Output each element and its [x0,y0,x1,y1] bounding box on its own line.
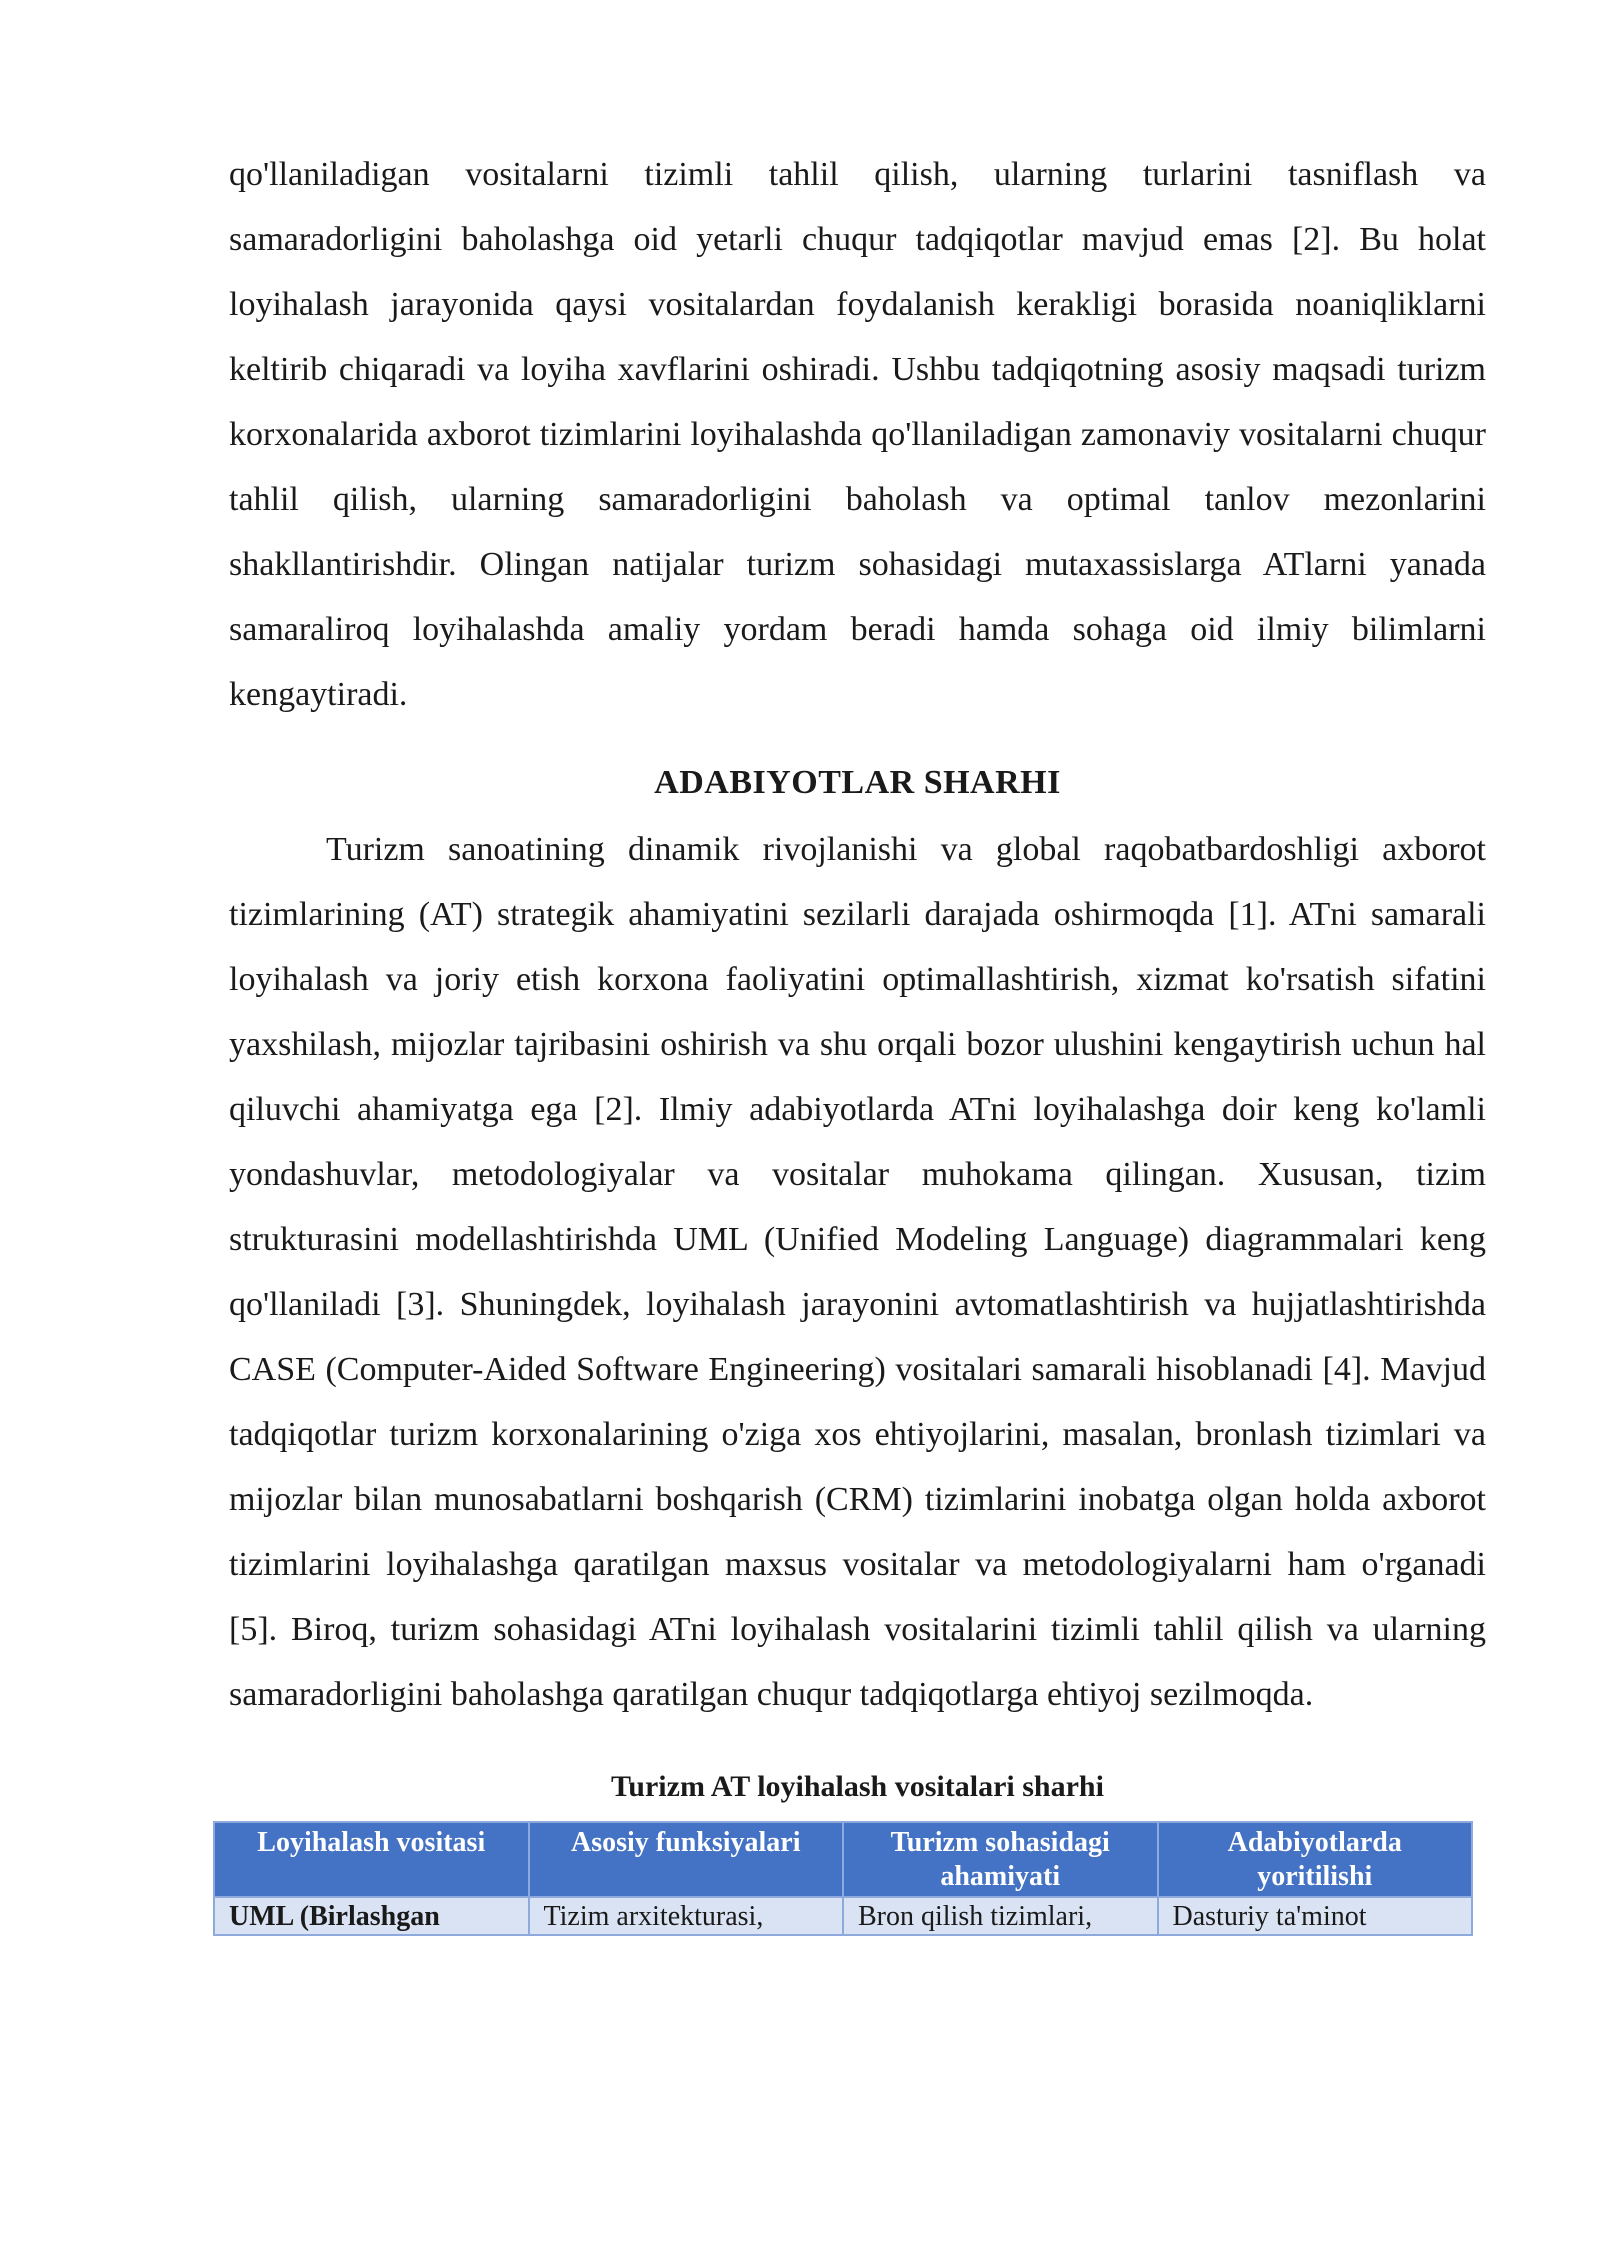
table-cell-coverage: Dasturiy ta'minot [1158,1897,1473,1935]
table-row [214,1897,1472,1935]
header-main-functions: Asosiy funksiyalari [529,1822,844,1897]
table-cell-importance: Bron qilish tizimlari, [843,1897,1158,1935]
table-cell-functions: Tizim arxitekturasi, [529,1897,844,1935]
header-literature-coverage: Adabiyotlarda yoritilishi [1158,1822,1473,1897]
section-heading: ADABIYOTLAR SHARHI [654,764,1061,801]
header-design-tool: Loyihalash vositasi [214,1822,529,1897]
literature-review-paragraph: Turizm sanoatining dinamik rivojlanishi va global raqobatbardoshligi axborot tizimlarining (AT) strategik ahamiyatini sezilarli darajada oshirmoqda [1]. ATni samarali loyihalash va joriy etish korxona faoliyatini optimallashtirish, xizmat ko'rsatish sifatini yaxshilash, mijozlar tajribasini oshirish va shu orqali bozor ulushini kengaytirish uchun hal qiluvchi ahamiyatga ega [2]. Ilmiy adabiyotlarda ATni loyihalashga doir keng ko'lamli yondashuvlar, metodologiyalar va vositalar muhokama qilingan. Xususan, tizim strukturasini modellashtirishda UML (Unified Modeling Language) diagrammalari keng qo'llaniladi [3]. Shuningdek, loyihalash jarayonini avtomatlashtirish va hujjatlashtirishda CASE (Computer-Aided Software Engineering) vositalari samarali hisoblanadi [4]. Mavjud tadqiqotlar turizm korxonalarining o'ziga xos ehtiyojlarini, masalan, bronlash tizimlari va mijozlar bilan munosabatlarni boshqarish (CRM) tizimlarini inobatga olgan holda axborot tizimlarini loyihalashga qaratilgan maxsus vositalar va metodologiyalarni ham o'rganadi [5]. Biroq, turizm sohasidagi ATni loyihalash vositalarini tizimli tahlil qilish va ularning samaradorligini baholashga qaratilgan chuqur tadqiqotlarga ehtiyoj sezilmoqda. [229,831,1486,1713]
table-header-row [214,1822,1472,1897]
intro-paragraph: qo'llaniladigan vositalarni tizimli tahlil qilish, ularning turlarini tasniflash va samaradorligini baholashga oid yetarli chuqur tadqiqotlar mavjud emas [2]. Bu holat loyihalash jarayonida qaysi vositalardan foydalanish kerakligi borasida noaniqliklarni keltirib chiqaradi va loyiha xavflarini oshiradi. Ushbu tadqiqotning asosiy maqsadi turizm korxonalarida axborot tizimlarini loyihalashda qo'llaniladigan zamonaviy vositalarni chuqur tahlil qilish, ularning samaradorligini baholash va optimal tanlov mezonlarini shakllantirishdir. Olingan natijalar turizm sohasidagi mutaxassislarga ATlarni yanada samaraliroq loyihalashda amaliy yordam beradi hamda sohaga oid ilmiy bilimlarni kengaytiradi. [229,156,1486,713]
design-tools-table [213,1821,1473,1936]
header-tourism-importance: Turizm sohasidagi ahamiyati [843,1822,1158,1897]
table-caption: Turizm AT loyihalash vositalari sharhi [611,1770,1104,1803]
page-content [229,142,1486,1936]
table-cell-tool: UML (Birlashgan [214,1897,529,1935]
